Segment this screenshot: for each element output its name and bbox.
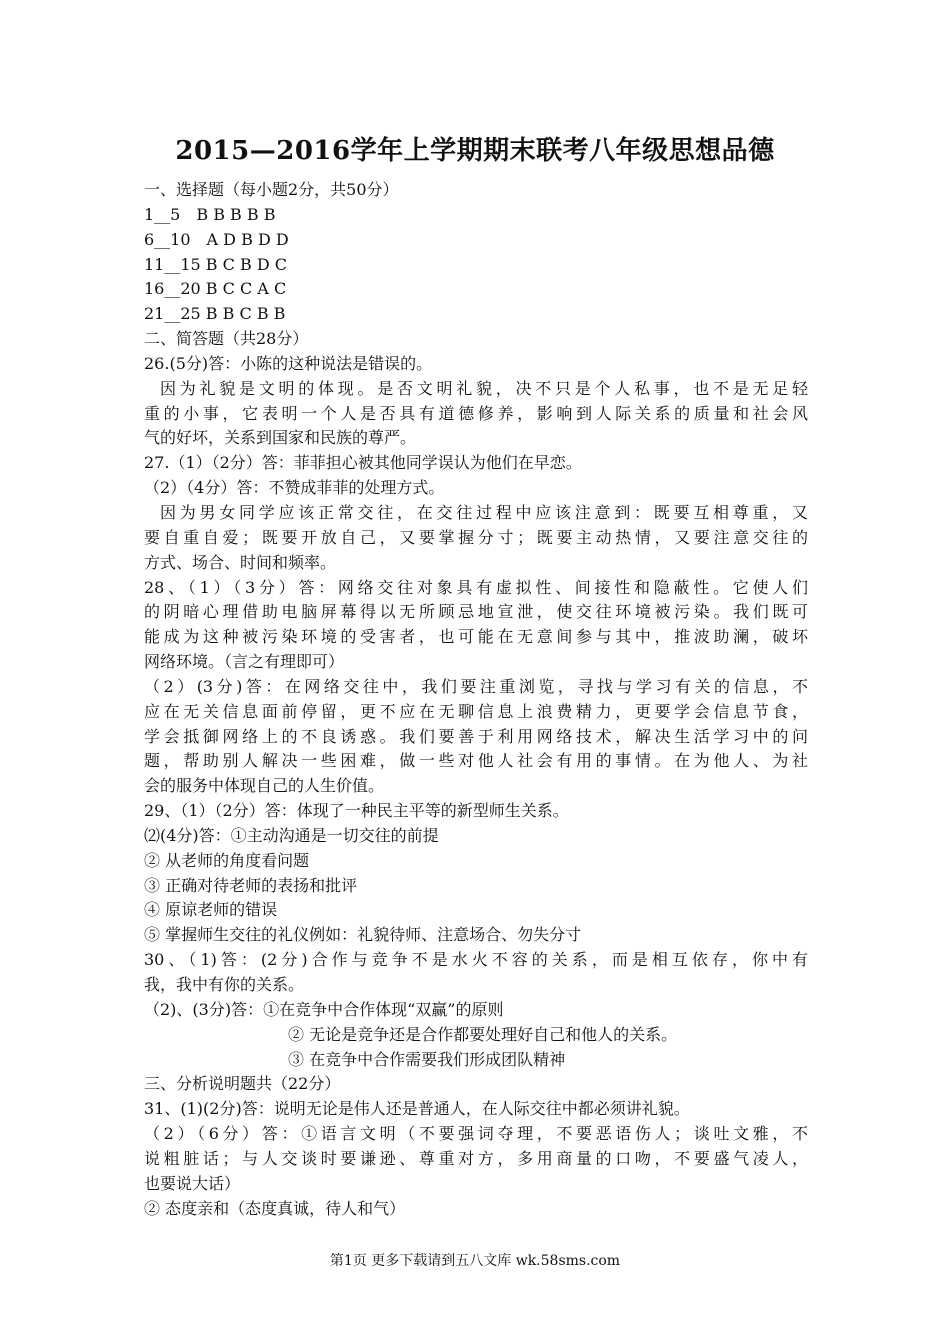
q28-text-line: 网络环境。（言之有理即可） (144, 652, 345, 672)
q30-2-answer: （2)、(3分)答：①在竞争中合作体现“双赢”的原则 (144, 999, 504, 1019)
q29-point: ② 从老师的角度看问题 (144, 850, 310, 870)
q29-point: ③ 正确对待老师的表扬和批评 (144, 875, 358, 895)
q31-text-line: 说粗脏话；与人交谈时要谦逊、尊重对方，多用商量的口吻，不要盛气凌人， (144, 1148, 808, 1168)
answer-row-16-20: 16__20 B C C A C (144, 279, 287, 299)
q28-text-line: 能成为这种被污染环境的受害者，也可能在无意间参与其中，推波助澜，破坏 (144, 627, 808, 647)
answer-row-1-5: 1__5 B B B B B (144, 204, 276, 224)
q29-point: ④ 原谅老师的错误 (144, 900, 278, 920)
page-footer: 第1页 更多下载请到五八文库 wk.58sms.com (329, 1253, 621, 1269)
answer-row-6-10: 6__10 A D B D D (144, 229, 289, 249)
document-title: 2015—2016学年上学期期末联考八年级思想品德 (175, 136, 775, 166)
section-heading-2: 二、简答题（共28分） (144, 329, 309, 349)
q28-text-line: 会的服务中体现自己的人生价值。 (144, 776, 385, 796)
q29-2-answer: ⑵(4分)答：①主动沟通是一切交往的前提 (144, 825, 439, 845)
q31-2-answer: （2）（6分）答：①语言文明（不要强词夺理，不要恶语伤人；谈吐文雅，不 (144, 1124, 808, 1144)
q27-text-line: 因为男女同学应该正常交往，在交往过程中应该注意到：既要互相尊重，又 (160, 502, 808, 522)
q26-text-line: 重的小事，它表明一个人是否具有道德修养，影响到人际关系的质量和社会风 (144, 403, 808, 423)
q29-point: ⑤ 掌握师生交往的礼仪例如：礼貌待师、注意场合、勿失分寸 (144, 925, 582, 945)
q31-point: ② 态度亲和（态度真诚，待人和气） (144, 1198, 406, 1218)
section-heading-1: 一、选择题（每小题2分，共50分） (144, 180, 399, 199)
q28-text-line: 题，帮助别人解决一些困难，做一些对他人社会有用的事情。在为他人、为社 (144, 751, 808, 771)
q29-1-answer: 29、（1）（2分）答：体现了一种民主平等的新型师生关系。 (144, 801, 569, 821)
answer-row-11-15: 11__15 B C B D C (144, 254, 287, 274)
q28-2-answer: （2）(3分)答：在网络交往中，我们要注重浏览，寻找与学习有关的信息，不 (144, 676, 808, 696)
q26-text-line: 气的好坏，关系到国家和民族的尊严。 (144, 428, 417, 448)
q28-text-line: 学会抵御网络上的不良诱惑。我们要善于利用网络技术，解决生活学习中的问 (144, 726, 808, 746)
answer-body (144, 178, 808, 1221)
q27-text-line: 方式、场合、时间和频率。 (144, 552, 337, 572)
q28-text-line: 应在无关信息面前停留，更不应在无聊信息上浪费精力，更要学会信息节食， (144, 701, 808, 721)
q30-text-line: 我，我中有你的关系。 (144, 975, 305, 994)
q26-answer: 26.(5分)答：小陈的这种说法是错误的。 (144, 353, 433, 373)
q27-text-line: 要自重自爱；既要开放自己，又要掌握分寸；既要主动热情，又要注意交往的 (144, 527, 808, 547)
q30-point: ② 无论是竞争还是合作都要处理好自己和他人的关系。 (288, 1024, 678, 1044)
q26-text-line: 因为礼貌是文明的体现。是否文明礼貌，决不只是个人私事，也不是无足轻 (160, 378, 808, 398)
section-heading-3: 三、分析说明题共（22分） (144, 1074, 341, 1094)
answer-row-21-25: 21__25 B B C B B (144, 304, 286, 324)
q27-1-answer: 27.（1）（2分）答：菲菲担心被其他同学误认为他们在早恋。 (144, 453, 582, 473)
q30-1-answer: 30、（1)答：(2分)合作与竞争不是水火不容的关系，而是相互依存，你中有 (144, 950, 808, 970)
q31-1-answer: 31、(1)(2分)答：说明无论是伟人还是普通人，在人际交往中都必须讲礼貌。 (144, 1099, 690, 1119)
q31-text-line: 也要说大话） (144, 1173, 241, 1193)
q30-point: ③ 在竞争中合作需要我们形成团队精神 (288, 1049, 566, 1069)
q27-2-answer: （2）（4分）答：不赞成菲菲的处理方式。 (144, 478, 445, 498)
q28-1-answer: 28、（1）（3分）答：网络交往对象具有虚拟性、间接性和隐蔽性。它使人们 (144, 577, 808, 597)
q28-text-line: 的阴暗心理借助电脑屏幕得以无所顾忌地宣泄，使交往环境被污染。我们既可 (144, 602, 808, 622)
